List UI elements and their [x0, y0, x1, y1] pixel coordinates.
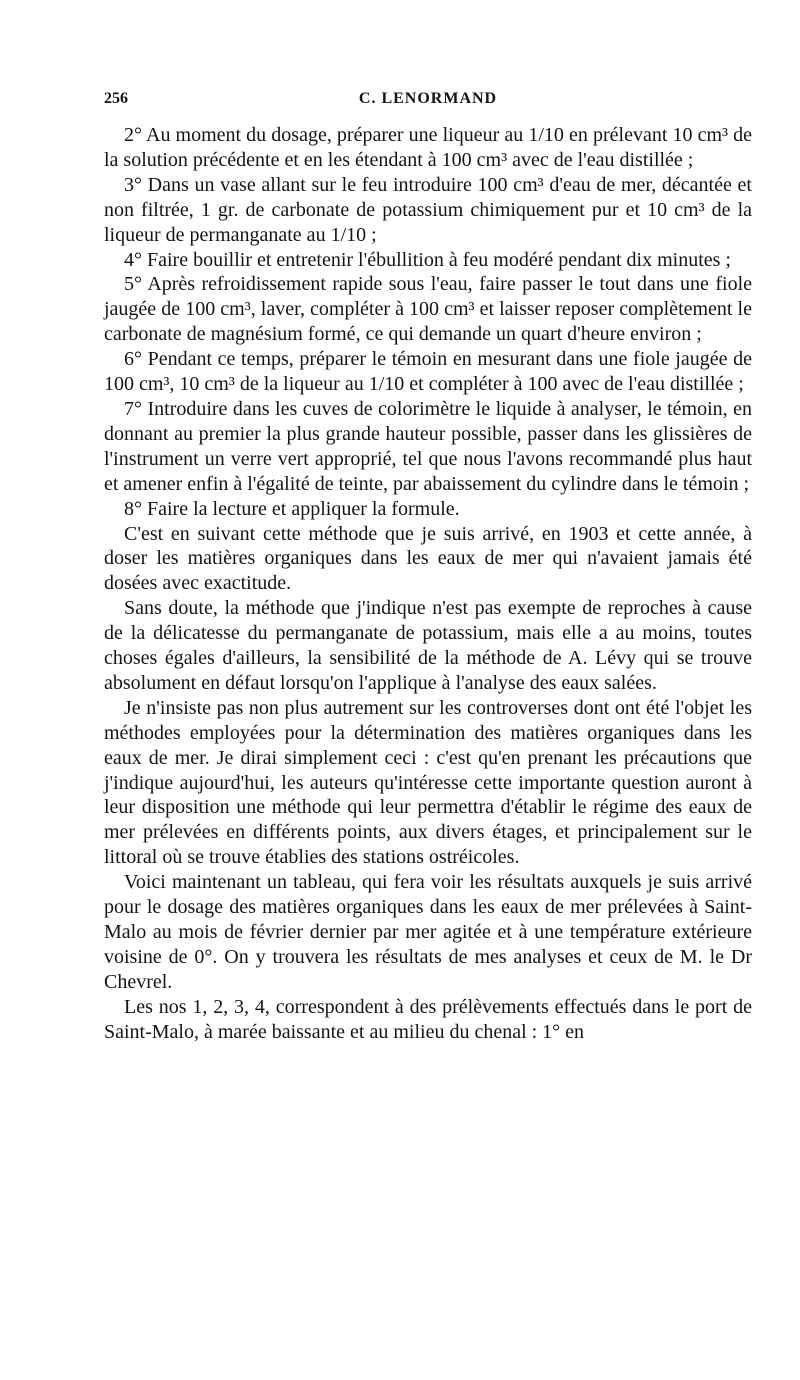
paragraph-step-2: 2° Au moment du dosage, préparer une liqueur au 1/10 en prélevant 10 cm³ de la solution précédente et en les étendant à 100 cm³ avec de l'eau distillée ; [104, 124, 752, 171]
running-title: C. LENORMAND [358, 90, 498, 107]
paragraph-step-6: 6° Pendant ce temps, préparer le témoin en mesurant dans une fiole jaugée de 100 cm³, 10 cm³ de la liqueur au 1/10 et compléter à 100 avec de l'eau distillée ; [104, 348, 752, 396]
paragraph-table-intro: Voici maintenant un tableau, qui fera voir les résultats auxquels je suis arrivé pour le dosage des matières organiques dans les eaux de mer prélevées à Saint-Malo au mois de février dernier par mer agitée et à une température extérieure voisine de 0°. On y trouvera les résultats de mes analyses et ceux de M. le Dr Chevrel. [104, 871, 752, 993]
paragraph-controversies: Je n'insiste pas non plus autrement sur les controverses dont ont été l'objet les méthodes employées pour la détermination des matières organiques dans les eaux de mer. Je dirai simplement ceci : c'est qu'en prenant les précautions que j'indique aujourd'hui, les auteurs qu'intéresse cette importante question auront à leur disposition une méthode qui leur permettra d'établir le régime des eaux de mer prélevées en différents points, aux divers étages, et principalement sur le littoral où se trouve établies des stations ostréicoles. [104, 696, 752, 869]
page-number: 256 [104, 90, 128, 107]
paragraph-method-result: C'est en suivant cette méthode que je suis arrivé, en 1903 et cette année, à doser les matières organiques dans les eaux de mer qui n'avaient jamais été dosées avec exactitude. [104, 522, 752, 595]
paragraph-step-5: 5° Après refroidissement rapide sous l'eau, faire passer le tout dans une fiole jaugée de 100 cm³, laver, compléter à 100 cm³ et laisser reposer complètement le carbonate de magnésium formé, ce qui demande un quart d'heure environ ; [104, 273, 752, 346]
running-header [104, 90, 752, 116]
paragraph-step-3: 3° Dans un vase allant sur le feu introduire 100 cm³ d'eau de mer, décantée et non filtrée, 1 gr. de carbonate de potassium chimiquement pur et 10 cm³ de la liqueur de permanganate au 1/10 ; [104, 173, 752, 246]
paragraph-step-8: 8° Faire la lecture et appliquer la formule. [124, 497, 460, 520]
paragraph-step-4: 4° Faire bouillir et entretenir l'ébullition à feu modéré pendant dix minutes ; [124, 248, 731, 271]
paragraph-method-critique: Sans doute, la méthode que j'indique n'est pas exempte de reproches à cause de la délicatesse du permanganate de potassium, mais elle a au moins, toutes choses égales d'ailleurs, la sensibilité de la méthode de A. Lévy qui se trouve absolument en défaut lorsqu'on l'applique à l'analyse des eaux salées. [104, 597, 752, 694]
paragraph-step-7: 7° Introduire dans les cuves de colorimètre le liquide à analyser, le témoin, en donnant au premier la plus grande hauteur possible, passer dans les glissières de l'instrument un verre vert approprié, tel que nous l'avons recommandé plus haut et amener enfin à l'égalité de teinte, par abaissement du cylindre dans le témoin ; [104, 397, 752, 495]
body-text [104, 123, 752, 1045]
paragraph-samples: Les nos 1, 2, 3, 4, correspondent à des prélèvements effectués dans le port de Saint-Malo, à marée baissante et au milieu du chenal : 1° en [104, 995, 752, 1043]
